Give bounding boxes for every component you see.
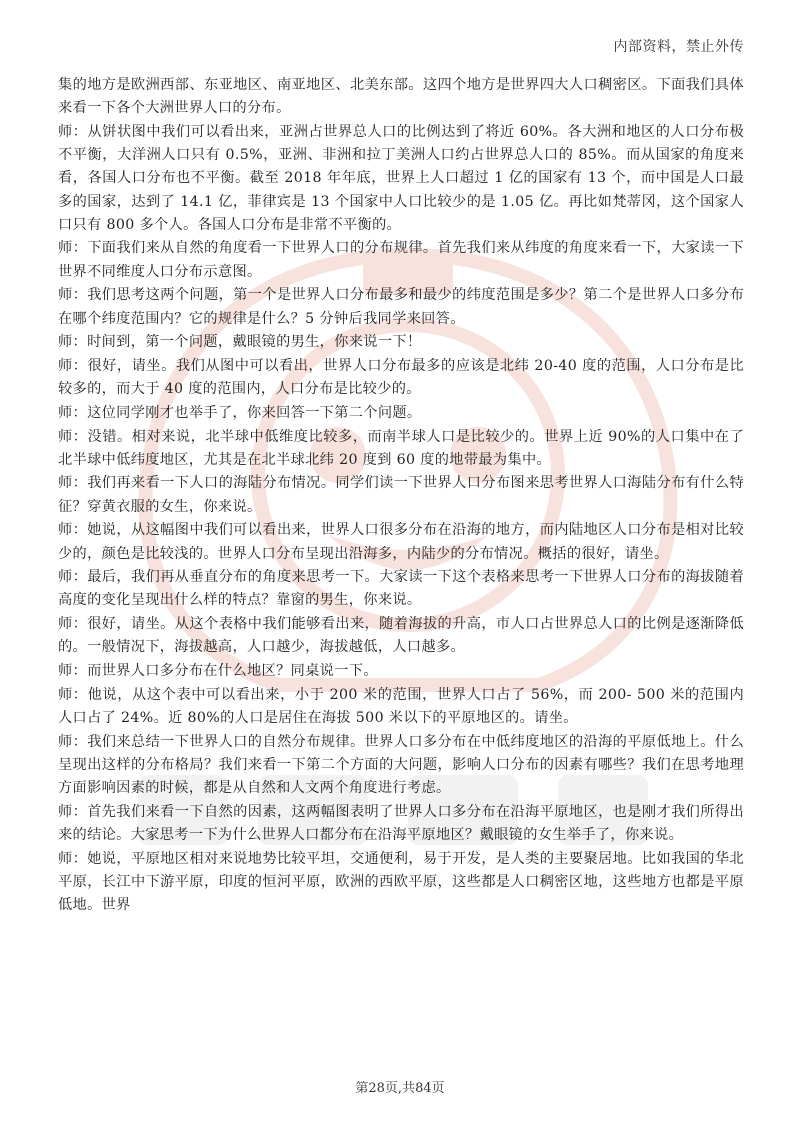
paragraph: 师：她说，平原地区相对来说地势比较平坦，交通便利，易于开发，是人类的主要聚居地。比如我国的华北平原，长江中下游平原，印度的恒河平原，欧洲的西欧平原，这些都是人口稠密区地，这些地方也都是平原低地。世界 [58,850,744,914]
paragraph: 师：这位同学刚才也举手了，你来回答一下第二个问题。 [58,404,422,421]
header-note: 内部资料，禁止外传 [613,39,744,55]
paragraph: 师：很好，请坐。我们从图中可以看出，世界人口分布最多的应该是北纬 20-40 度的范围，人口分布是比较多的，而大于 40 度的范围内，人口分布是比较少的。 [58,357,744,398]
paragraph: 师：他说，从这个表中可以看出来，小于 200 米的范围，世界人口占了 56%，而 200- 500 米的范围内人口占了 24%。近 80%的人口是居住在海拔 500 米以下的平原地区的。请坐。 [58,686,744,726]
paragraph: 师：我们来总结一下世界人口的自然分布规律。世界人口多分布在中低纬度地区的沿海的平原低地上。什么呈现出这样的分布格局？我们来看一下第二个方面的大问题，影响人口分布的因素有哪些？我们在思考地理方面影响因素的时候，都是从自然和人文两个角度进行考虑。 [58,733,744,797]
paragraph: 师：首先我们来看一下自然的因素，这两幅图表明了世界人口多分布在沿海平原地区，也是刚才我们所得出来的结论。大家思考一下为什么世界人口都分布在沿海平原地区？戴眼镜的女生举手了，你来说。 [58,803,744,843]
paragraph: 集的地方是欧洲西部、东亚地区、南亚地区、北美东部。这四个地方是世界四大人口稠密区。下面我们具体来看一下各个大洲世界人口的分布。 [58,77,744,117]
paragraph: 师：时间到，第一个问题，戴眼镜的男生，你来说一下！ [58,334,422,351]
paragraph: 师：最后，我们再从垂直分布的角度来思考一下。大家读一下这个表格来思考一下世界人口分布的海拔随着高度的变化呈现出什么样的特点？靠窗的男生，你来说。 [58,569,744,609]
paragraph: 师：而世界人口多分布在什么地区？同桌说一下。 [58,663,378,680]
paragraph: 师：我们再来看一下人口的海陆分布情况。同学们读一下世界人口分布图来思考世界人口海陆分布有什么特征？穿黄衣服的女生，你来说。 [58,475,744,515]
paragraph: 师：从饼状图中我们可以看出来，亚洲占世界总人口的比例达到了将近 60%。各大洲和地区的人口分布极不平衡，大洋洲人口只有 0.5%，亚洲、非洲和拉丁美洲人口约占世界总人口的 85%。而从国家的角度来看，各国人口分布也不平衡。截至 2018 年年底，世界上人口超过 1 亿的国家有 13 个，而中国是人口最多的国家，达到了 14.1 亿，菲律宾是 13 个国家中人口比较少的是 1.05 亿。再比如梵蒂冈，这个国家人口只有 800 多个人。各国人口分布是非常不平衡的。 [58,123,744,233]
paragraph: 师：我们思考这两个问题，第一个是世界人口分布最多和最少的纬度范围是多少？第二个是世界人口多分布在哪个纬度范围内？它的规律是什么？5 分钟后我同学来回答。 [58,287,744,327]
paragraph: 师：很好，请坐。从这个表格中我们能够看出来，随着海拔的升高，市人口占世界总人口的比例是逐渐降低的。一般情况下，海拔越高，人口越少，海拔越低，人口越多。 [58,616,744,656]
paragraph: 师：下面我们来从自然的角度看一下世界人口的分布规律。首先我们来从纬度的角度来看一下，大家读一下世界不同维度人口分布示意图。 [58,240,744,280]
page-number: 第28页,共84页 [355,1081,445,1096]
paragraph: 师：没错。相对来说，北半球中低维度比较多，而南半球人口是比较少的。世界上近 90%的人口集中在了北半球中低纬度地区，尤其是在北半球北纬 20 度到 60 度的地带最为集中。 [58,428,744,468]
body-text [58,74,744,918]
paragraph: 师：她说，从这幅图中我们可以看出来，世界人口很多分布在沿海的地方，而内陆地区人口分布是相对比较少的，颜色是比较浅的。世界人口分布呈现出沿海多，内陆少的分布情况。概括的很好，请坐。 [58,522,744,562]
